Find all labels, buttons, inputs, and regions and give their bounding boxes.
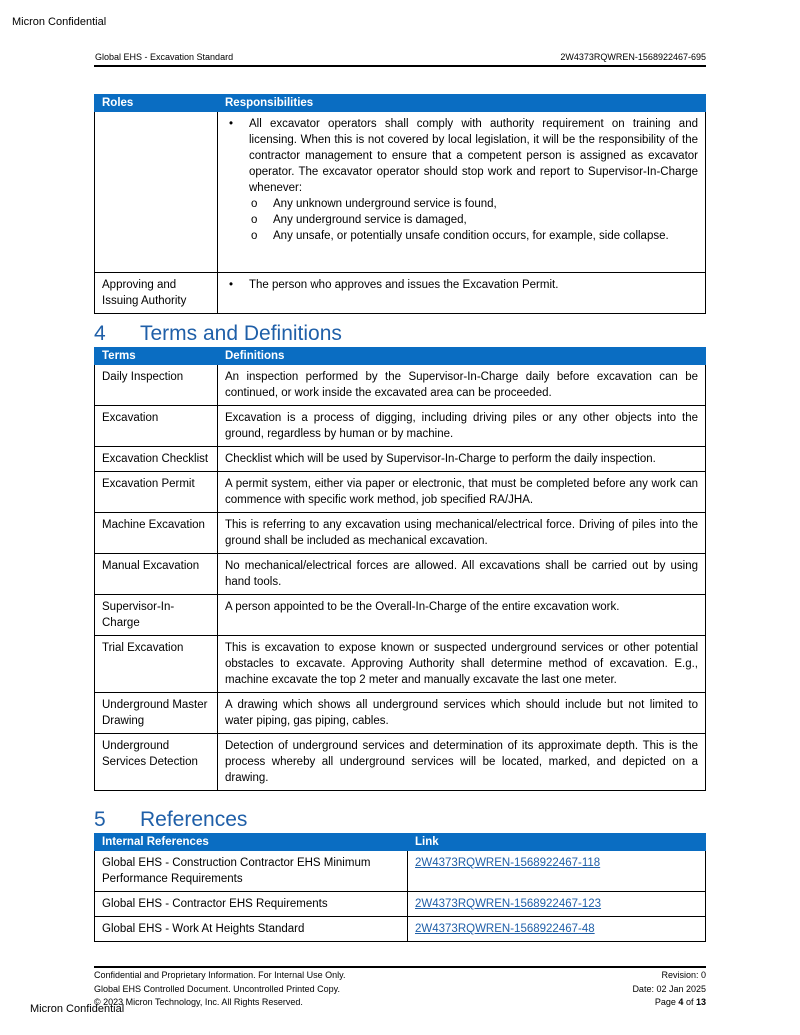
table-row [95,513,706,554]
term-cell: Daily Inspection [95,365,218,406]
table-row [95,472,706,513]
definition-cell: Detection of underground services and determination of its approximate depth. This is the process whereby all underground services will be located, marked, and depicted on a drawing. [218,734,706,791]
footer-revision: Revision: 0 [661,970,706,980]
list-item [249,116,698,244]
confidential-label-top: Micron Confidential [12,16,107,28]
definition-cell: No mechanical/electrical forces are allowed. All excavations shall be carried out by using hand tools. [218,554,706,595]
table-header-row [95,348,706,365]
footer-right [632,969,706,1010]
term-cell: Excavation [95,406,218,447]
reference-cell: Global EHS - Contractor EHS Requirements [95,892,408,917]
role-cell: Approving and Issuing Authority [95,273,218,314]
reference-link[interactable]: 2W4373RQWREN-1568922467-118 [415,857,601,869]
term-cell: Trial Excavation [95,636,218,693]
header-title: Global EHS - Excavation Standard [95,52,234,62]
table-header-row [95,95,706,112]
table-row [95,112,706,273]
list-item: o Any unknown underground service is found, [273,196,698,212]
header-doc-id: 2W4373RQWREN-1568922467-695 [560,52,706,62]
definition-cell: This is referring to any excavation using mechanical/electrical force. Driving of piles into the ground shall be included as mechanical excavation. [218,513,706,554]
section-4-heading [94,322,342,346]
table-row [95,693,706,734]
definition-cell: Excavation is a process of digging, including driving piles or any other objects into the ground, regardless by human or by machine. [218,406,706,447]
term-cell: Supervisor-In-Charge [95,595,218,636]
table-row [95,406,706,447]
header-rule [94,65,706,67]
bullet-text: All excavator operators shall comply with authority requirement on training and licensing. When this is not covered by local legislation, it will be the responsibility of the contractor management to ensure that a competent person is assigned as excavator operator. The excavator operator should stop work and report to Supervisor-In-Charge whenever: [249,118,698,194]
footer-left [94,969,345,1010]
list-item: • The person who approves and issues the Excavation Permit. [249,277,698,293]
footer-rule [94,966,706,968]
sub-list [249,196,698,244]
col-header-definitions: Definitions [218,348,706,365]
section-number: 4 [94,322,106,345]
reference-link[interactable]: 2W4373RQWREN-1568922467-123 [415,898,602,910]
definition-cell: Checklist which will be used by Supervisor-In-Charge to perform the daily inspection. [218,447,706,472]
list-item: o Any unsafe, or potentially unsafe condition occurs, for example, side collapse. [273,228,698,244]
term-cell: Excavation Permit [95,472,218,513]
confidential-label-bottom: Micron Confidential [30,1003,125,1015]
footer-copyright-line: © 2023 Micron Technology, Inc. All Rights Reserved. [94,997,303,1007]
col-header-link: Link [408,834,706,851]
term-cell: Manual Excavation [95,554,218,595]
table-row [95,447,706,472]
link-cell [408,917,706,942]
section-5-heading [94,808,247,832]
table-row [95,273,706,314]
term-cell: Machine Excavation [95,513,218,554]
table-row [95,892,706,917]
section-title: Terms and Definitions [140,322,342,345]
col-header-roles: Roles [95,95,218,112]
definition-cell: A drawing which shows all underground services which should include but not limited to water piping, gas piping, cables. [218,693,706,734]
link-cell [408,892,706,917]
definition-cell: A person appointed to be the Overall-In-Charge of the entire excavation work. [218,595,706,636]
responsibility-cell [218,112,706,273]
list-item: o Any underground service is damaged, [273,212,698,228]
table-row [95,595,706,636]
reference-cell: Global EHS - Construction Contractor EHS Minimum Performance Requirements [95,851,408,892]
references-table [94,833,706,942]
table-row [95,851,706,892]
term-cell: Excavation Checklist [95,447,218,472]
page-of: of [685,997,694,1007]
col-header-internal-references: Internal References [95,834,408,851]
table-row [95,917,706,942]
role-cell [95,112,218,273]
page-current: 4 [678,997,684,1007]
page-total: 13 [695,997,706,1007]
section-number: 5 [94,808,106,831]
reference-link[interactable]: 2W4373RQWREN-1568922467-48 [415,923,595,935]
table-row [95,365,706,406]
table-row [95,554,706,595]
term-cell: Underground Services Detection [95,734,218,791]
reference-cell: Global EHS - Work At Heights Standard [95,917,408,942]
page-prefix: Page [654,997,676,1007]
bullet-list [225,116,698,244]
footer-confidential-line: Confidential and Proprietary Information. For Internal Use Only. [94,970,346,980]
table-row [95,636,706,693]
footer-controlled-line: Global EHS Controlled Document. Uncontrolled Printed Copy. [94,983,340,994]
link-cell [408,851,706,892]
definition-cell: An inspection performed by the Supervisor-In-Charge daily before excavation can be continued, or work inside the excavated area can be proceeded. [218,365,706,406]
footer-date: Date: 02 Jan 2025 [632,983,706,994]
responsibility-cell [218,273,706,314]
term-cell: Underground Master Drawing [95,693,218,734]
definition-cell: A permit system, either via paper or electronic, that must be completed before any work can commence with specific work method, job specified RA/JHA. [218,472,706,513]
section-title: References [140,808,248,831]
table-row [95,734,706,791]
col-header-responsibilities: Responsibilities [218,95,706,112]
roles-table [94,94,706,314]
terms-table [94,347,706,791]
bullet-list [225,277,698,293]
definition-cell: This is excavation to expose known or suspected underground services or other potential obstacles to excavate. Approving Authority shall determine method of excavation. E.g., machine excavate the top 2 meter and manually excavate the last one meter. [218,636,706,693]
table-header-row [95,834,706,851]
col-header-terms: Terms [95,348,218,365]
footer-page-number [632,996,706,1010]
